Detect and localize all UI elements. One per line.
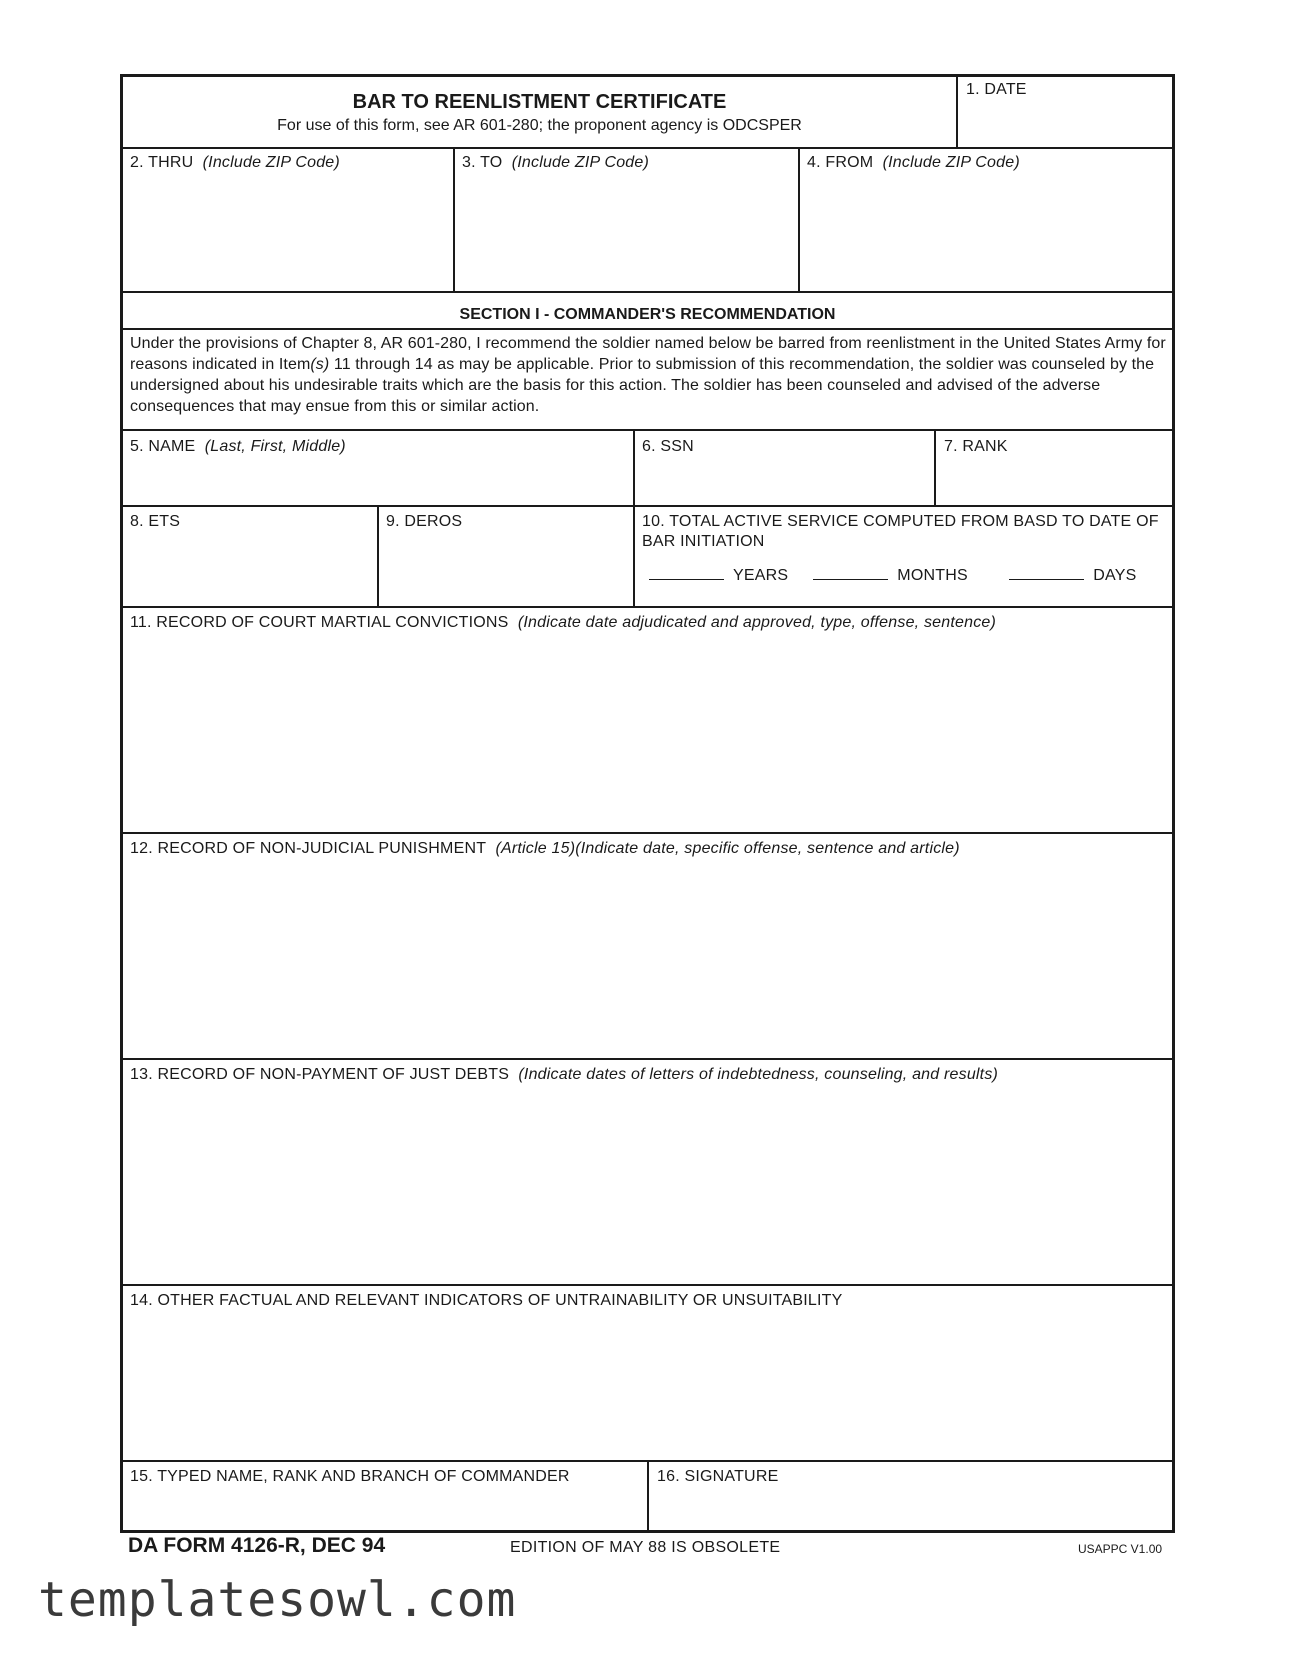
deros-field[interactable] <box>379 507 633 605</box>
name-field[interactable] <box>123 431 633 504</box>
months-input[interactable] <box>813 565 888 580</box>
thru-hint: (Include ZIP Code) <box>202 154 340 171</box>
total-service-field <box>635 507 1172 605</box>
ssn-label: 6. SSN <box>642 438 694 455</box>
deros-label: 9. DEROS <box>386 513 463 530</box>
form-title: BAR TO REENLISTMENT CERTIFICATE <box>352 91 727 113</box>
from-label: 4. FROM <box>807 154 874 171</box>
name-label: 5. NAME <box>130 438 196 455</box>
commander-label: 15. TYPED NAME, RANK AND BRANCH OF COMMANDER <box>130 1468 570 1485</box>
days-label: DAYS <box>1093 567 1137 584</box>
years-label: YEARS <box>733 567 789 584</box>
total-service-label: 10. TOTAL ACTIVE SERVICE COMPUTED FROM BASD TO DATE OF BAR INITIATION <box>642 513 1159 550</box>
version-note: USAPPC V1.00 <box>1078 1542 1163 1556</box>
days-input[interactable] <box>1009 565 1084 580</box>
name-hint: (Last, First, Middle) <box>204 438 346 455</box>
date-field[interactable] <box>958 77 1172 147</box>
other-indicators-label: 14. OTHER FACTUAL AND RELEVANT INDICATORS OF UNTRAINABILITY OR UNSUITABILITY <box>130 1292 843 1309</box>
njp-label: 12. RECORD OF NON-JUDICIAL PUNISHMENT <box>130 840 487 857</box>
months-label: MONTHS <box>897 567 968 584</box>
debts-hint: (Indicate dates of letters of indebtedness, counseling, and results) <box>518 1066 999 1083</box>
court-martial-hint: (Indicate date adjudicated and approved, type, offense, sentence) <box>517 614 997 631</box>
to-hint: (Include ZIP Code) <box>511 154 650 171</box>
from-hint: (Include ZIP Code) <box>882 154 1020 171</box>
bar-to-reenlistment-form <box>120 74 1175 1533</box>
from-field[interactable] <box>800 149 1172 291</box>
to-field[interactable] <box>455 149 783 291</box>
other-indicators-field[interactable] <box>123 1286 1172 1460</box>
commander-name-field[interactable] <box>123 1462 647 1533</box>
njp-hint: (Article 15)(Indicate date, specific offense, sentence and article) <box>495 840 960 857</box>
rank-field[interactable] <box>936 431 1172 504</box>
non-payment-debts-field[interactable] <box>123 1060 1172 1284</box>
form-number: DA FORM 4126-R, DEC 94 <box>128 1534 386 1557</box>
section-heading: SECTION I - COMMANDER'S RECOMMENDATION <box>459 306 836 323</box>
thru-label: 2. THRU <box>130 154 194 171</box>
thru-field[interactable] <box>123 149 453 291</box>
ets-label: 8. ETS <box>130 513 181 530</box>
court-martial-label: 11. RECORD OF COURT MARTIAL CONVICTIONS <box>130 614 509 631</box>
recommendation-text: Under the provisions of Chapter 8, AR 601-280, I recommend the soldier named below be barred from reenlistment in the United States Army for reasons indicated in Item(s) 11 through 14 as may be applicable. Prior to submission of this recommendation, the soldier was counseled by the undersigned about his undesirable traits which are the basis for this action. The soldier has been counseled and advised of the adverse consequences that may ensue from this or similar action. <box>130 335 1166 415</box>
watermark: templatesowl.com <box>38 1572 517 1628</box>
edition-note: EDITION OF MAY 88 IS OBSOLETE <box>510 1539 781 1556</box>
rank-label: 7. RANK <box>944 438 1008 455</box>
debts-label: 13. RECORD OF NON-PAYMENT OF JUST DEBTS <box>130 1066 510 1083</box>
form-subtitle: For use of this form, see AR 601-280; the proponent agency is ODCSPER <box>277 117 802 134</box>
signature-label: 16. SIGNATURE <box>657 1468 779 1485</box>
date-label: 1. DATE <box>966 81 1027 98</box>
signature-field[interactable] <box>649 1462 1172 1533</box>
court-martial-field[interactable] <box>123 608 1172 832</box>
to-label: 3. TO <box>462 154 503 171</box>
years-input[interactable] <box>649 565 724 580</box>
ets-field[interactable] <box>123 507 377 605</box>
ssn-field[interactable] <box>635 431 935 504</box>
non-judicial-punishment-field[interactable] <box>123 834 1172 1058</box>
